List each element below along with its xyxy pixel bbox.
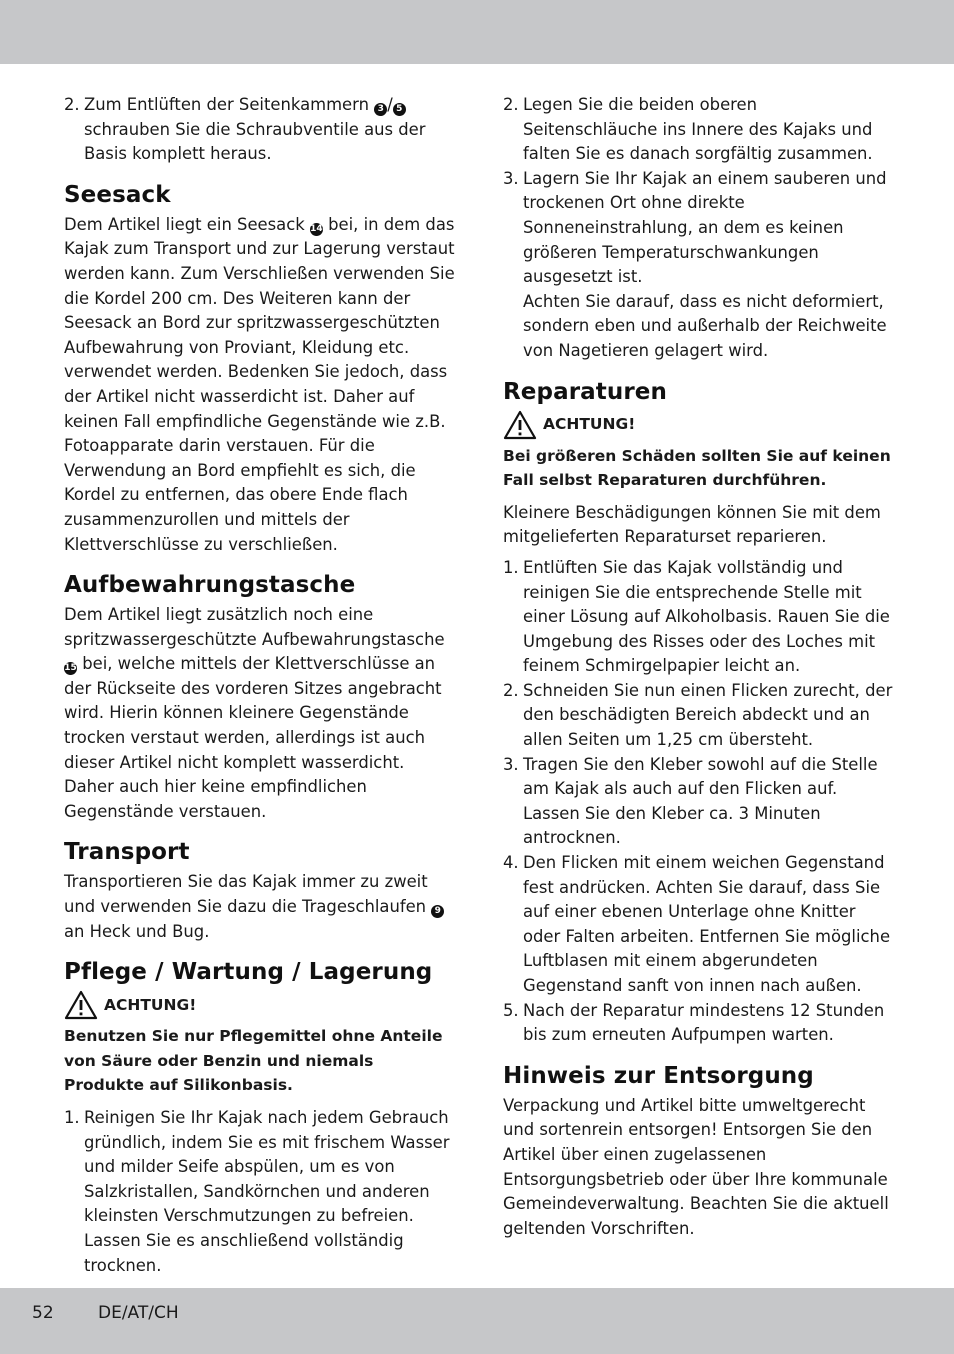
- aufbewahrung-heading: Aufbewahrungstasche: [64, 572, 356, 599]
- item-text: schrauben Sie die Schraubventile aus der Basis komplett heraus.: [84, 119, 426, 164]
- item-text: Achten Sie darauf, dass es nicht deformiert, sondern eben und außerhalb der Reichweite von Nagetieren gelagert wird.: [523, 291, 887, 360]
- reference-marker: 5: [393, 103, 406, 116]
- item-number: 3.: [503, 168, 519, 188]
- item-number: 4.: [503, 853, 519, 873]
- item-number: 2.: [64, 95, 80, 114]
- warning-label: ACHTUNG!: [104, 995, 197, 1014]
- paragraph-text: an Heck und Bug.: [64, 921, 210, 941]
- item-number: 2.: [503, 95, 519, 114]
- reference-marker: 14: [310, 223, 323, 234]
- paragraph-text: Dem Artikel liegt ein Seesack: [64, 214, 310, 234]
- item-text: Den Flicken mit einem weichen Gegenstand fest andrücken. Achten Sie darauf, dass Sie auf einer ebenen Unterlage ohne Knitter oder Falten arbeiten. Entfernen Sie mögliche Luftblasen mit einem abgerundeten Gegenstand sanft von innen nach außen.: [523, 853, 891, 995]
- item-number: 5.: [503, 1000, 519, 1020]
- reparaturen-heading: Reparaturen: [503, 378, 667, 405]
- item-number: 1.: [64, 1108, 80, 1127]
- warning-label: ACHTUNG!: [543, 415, 636, 434]
- item-number: 3.: [503, 754, 519, 774]
- paragraph-text: Dem Artikel liegt zusätzlich noch eine spritzwassergeschützte Aufbewahrungstasche: [64, 605, 445, 649]
- list-item: [503, 851, 895, 999]
- entsorgung-text: Verpackung und Artikel bitte umweltgerecht und sortenrein entsorgen! Entsorgen Sie den Artikel über einen zugelassenen Entsorgungsbetrieb oder über Ihre kommunale Gemeindeverwaltung. Beachten Sie die aktuell geltenden Vorschriften.: [503, 1095, 889, 1238]
- reference-marker: 15: [64, 663, 77, 674]
- item-text: Nach der Reparatur mindestens 12 Stunden bis zum erneuten Aufpumpen warten.: [523, 1000, 885, 1045]
- list-item: [503, 753, 895, 851]
- warning-text: Benutzen Sie nur Pflegemittel ohne Anteile von Säure oder Benzin und niemals Produkte auf Silikonbasis.: [64, 1027, 443, 1095]
- reference-marker: 3: [374, 103, 387, 116]
- reference-marker: 9: [431, 905, 444, 918]
- seesack-text: [64, 213, 456, 557]
- item-text: Zum Entlüften der Seitenkammern: [84, 95, 375, 114]
- list-item: [503, 999, 895, 1048]
- list-item: [64, 1106, 456, 1278]
- list-item: [503, 93, 895, 167]
- item-number: 2.: [503, 680, 519, 700]
- warning-box: [64, 990, 456, 1020]
- left-column: [64, 93, 456, 1282]
- header-bar: [0, 0, 954, 64]
- item-text: Lagern Sie Ihr Kajak an einem sauberen und trockenen Ort ohne direkte Sonneneinstrahlung, an dem es keinen größeren Temperaturschwankungen ausgesetzt ist.: [523, 168, 887, 287]
- paragraph-text: bei, in dem das Kajak zum Transport und zur Lagerung verstaut werden kann. Zum Verschließen verwenden Sie die Kordel 200 cm. Des Weiteren kann der Seesack an Bord zur spritzwassergeschützten Aufbewahrung von Proviant, Kleidung etc. verwendet werden. Bedenken Sie jedoch, dass der Artikel nicht wasserdicht ist. Daher auf keinen Fall empfindliche Gegenstände wie z.B. Fotoapparate darin verstauen. Für die Verwendung an Bord empfiehlt es sich, die Kordel zu entfernen, das obere Ende flach zusammenzurollen und mittels der Klettverschlüsse zu verschließen.: [64, 214, 455, 554]
- page-number: 52: [32, 1303, 54, 1323]
- paragraph-text: bei, welche mittels der Klettverschlüsse an der Rückseite des vorderen Sitzes angebracht wird. Hierin können kleinere Gegenstände trocken verstaut werden, allerdings ist auch dieser Artikel nicht komplett wasserdicht. Daher auch hier keine empfindlichen Gegenstände verstauen.: [64, 654, 442, 821]
- item-text: Tragen Sie den Kleber sowohl auf die Stelle am Kajak als auch auf den Flicken auf. Lassen Sie den Kleber ca. 3 Minuten antrocknen.: [523, 754, 878, 848]
- entsorgung-heading: Hinweis zur Entsorgung: [503, 1062, 814, 1089]
- pflege-list-continued: [503, 93, 895, 364]
- seesack-heading: Seesack: [64, 181, 171, 208]
- paragraph-text: Transportieren Sie das Kajak immer zu zweit und verwenden Sie dazu die Trageschlaufen: [64, 872, 432, 917]
- list-item: [503, 556, 895, 679]
- reparaturen-list: [503, 556, 895, 1048]
- warning-triangle-icon: [503, 410, 537, 440]
- aufbewahrung-text: [64, 603, 456, 824]
- reparaturen-intro: Kleinere Beschädigungen können Sie mit dem mitgelieferten Reparaturset reparieren.: [503, 502, 881, 547]
- transport-heading: Transport: [64, 839, 190, 866]
- list-item: [503, 167, 895, 364]
- right-column: [503, 93, 895, 1247]
- pflege-heading: Pflege / Wartung / Lagerung: [64, 959, 433, 986]
- item-text: Legen Sie die beiden oberen Seitenschläuche ins Innere des Kajaks und falten Sie es danach sorgfältig zusammen.: [523, 95, 873, 164]
- list-item: [503, 679, 895, 753]
- page-locale: DE/AT/CH: [98, 1303, 179, 1323]
- warning-triangle-icon: [64, 990, 98, 1020]
- item-number: 1.: [503, 557, 519, 577]
- intro-list: [64, 93, 456, 167]
- transport-text: [64, 870, 456, 944]
- list-item: [64, 93, 456, 167]
- warning-box: [503, 410, 895, 440]
- warning-text: Bei größeren Schäden sollten Sie auf keinen Fall selbst Reparaturen durchführen.: [503, 446, 891, 490]
- item-text: Schneiden Sie nun einen Flicken zurecht, der den beschädigten Bereich abdeckt und an allen Seiten um 1,25 cm übersteht.: [523, 680, 893, 750]
- item-text: Reinigen Sie Ihr Kajak nach jedem Gebrauch gründlich, indem Sie es mit frischem Wasser und milder Seife abspülen, um es von Salzkristallen, Sandkörnchen und anderen kleinsten Verschmutzungen zu befreien. Lassen Sie es anschließend vollständig trocknen.: [84, 1108, 450, 1275]
- pflege-list: [64, 1106, 456, 1278]
- item-text: Entlüften Sie das Kajak vollständig und reinigen Sie die entsprechende Stelle mit einer Lösung auf Alkoholbasis. Rauen Sie die Umgebung des Risses oder des Loches mit feinem Schmirgelpapier leicht an.: [523, 557, 890, 676]
- separator: /: [387, 95, 393, 114]
